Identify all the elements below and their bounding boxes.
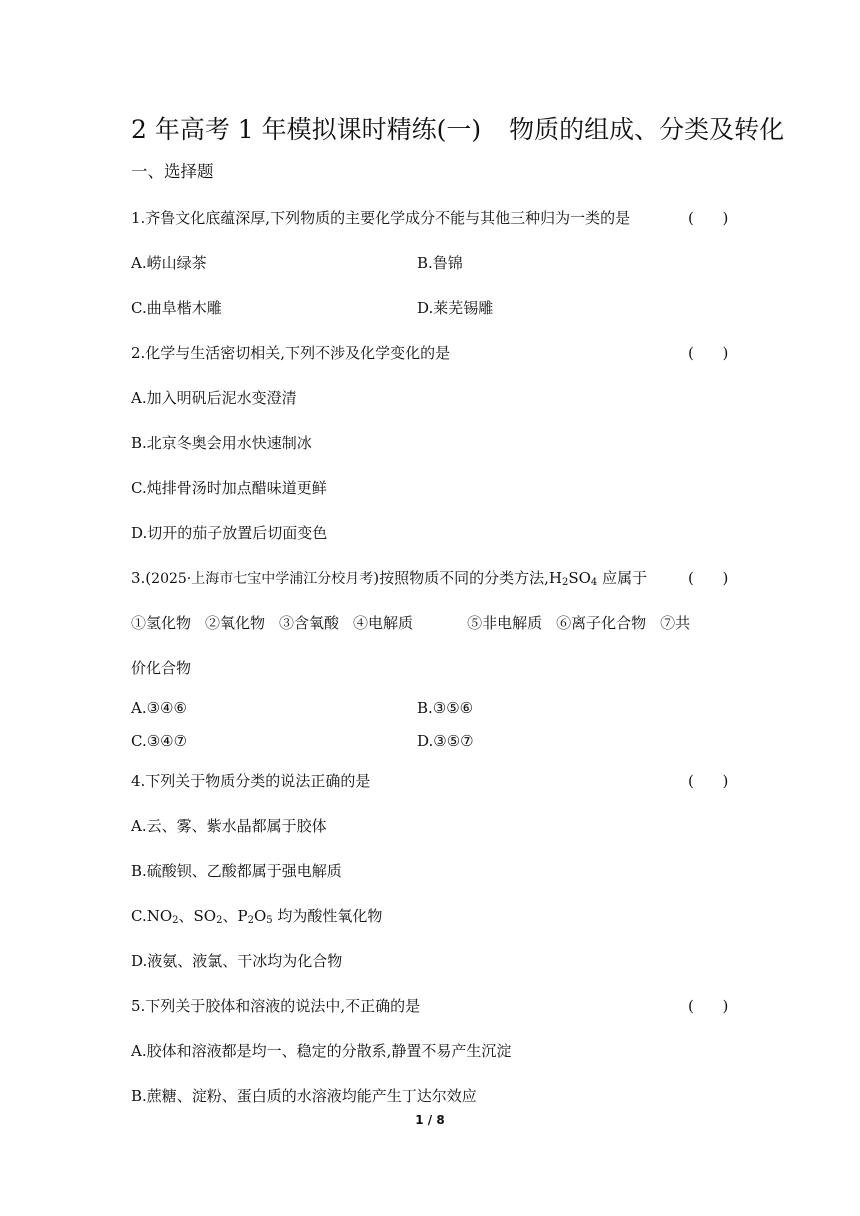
question-1-option-b: B.鲁锦 xyxy=(417,254,463,272)
question-3-source: 2025·上海市七宝中学浦江分校月考 xyxy=(151,571,374,587)
question-4-option-b: B.硫酸钡、乙酸都属于强电解质 xyxy=(131,862,342,880)
question-5-option-a: A.胶体和溶液都是均一、稳定的分散系,静置不易产生沉淀 xyxy=(131,1042,512,1060)
question-3-option-a: A.③④⑥ xyxy=(131,699,187,717)
question-3-item: ②氧化物 xyxy=(205,614,266,632)
question-2-option-d: D.切开的茄子放置后切面变色 xyxy=(131,524,328,542)
question-2-option-c: C.炖排骨汤时加点醋味道更鲜 xyxy=(131,479,327,497)
question-3-item: ⑥离子化合物 xyxy=(556,614,647,632)
question-4-option-a: A.云、雾、紫水晶都属于胶体 xyxy=(131,817,327,835)
answer-bracket: ( ) xyxy=(688,997,729,1015)
question-1-option-c: C.曲阜楷木雕 xyxy=(131,299,222,317)
title-topic: 物质的组成、分类及转化 xyxy=(509,115,785,144)
question-3-items-continued: 价化合物 xyxy=(131,659,192,677)
answer-bracket: ( ) xyxy=(688,344,729,362)
question-3-item: ⑤非电解质 xyxy=(467,614,543,632)
question-4-stem: 4.下列关于物质分类的说法正确的是 xyxy=(131,772,371,790)
question-3-items xyxy=(131,612,690,634)
question-3-option-d: D.③⑤⑦ xyxy=(417,732,474,750)
question-3-item: ①氢化物 xyxy=(131,614,192,632)
section-heading: 一、选择题 xyxy=(131,162,214,181)
question-3-item: ⑦共 xyxy=(660,614,691,632)
question-4-option-c: $C.NO_2$、$SO_2$、$P_2O_5$ 均为酸性氧化物 xyxy=(131,907,383,926)
page-number: 1 / 8 xyxy=(415,1113,445,1127)
question-2-option-b: B.北京冬奥会用水快速制冰 xyxy=(131,434,312,452)
question-3-item: ④电解质 xyxy=(353,614,414,632)
question-5-option-b: B.蔗糖、淀粉、蛋白质的水溶液均能产生丁达尔效应 xyxy=(131,1087,477,1105)
question-2-option-a: A.加入明矾后泥水变澄清 xyxy=(131,389,297,407)
title-series: 2 年高考 1 年模拟课时精练(一) xyxy=(131,115,482,144)
question-1-stem: 1.齐鲁文化底蕴深厚,下列物质的主要化学成分不能与其他三种归为一类的是 xyxy=(131,209,631,227)
question-3-option-b: B.③⑤⑥ xyxy=(417,699,474,717)
question-1-option-a: A.崂山绿茶 xyxy=(131,254,207,272)
question-5-stem: 5.下列关于胶体和溶液的说法中,不正确的是 xyxy=(131,997,421,1015)
question-1-option-d: D.莱芜锡雕 xyxy=(417,299,494,317)
page-title xyxy=(131,113,784,147)
answer-bracket: ( ) xyxy=(688,209,729,227)
question-3-item: ③含氧酸 xyxy=(279,614,340,632)
question-4-option-d: D.液氨、液氯、干冰均为化合物 xyxy=(131,952,343,970)
answer-bracket: ( ) xyxy=(688,569,729,587)
question-3-stem: 3.(2025·上海市七宝中学浦江分校月考)按照物质不同的分类方法$,H_2SO_4$ 应属于 xyxy=(131,569,648,588)
answer-bracket: ( ) xyxy=(688,772,729,790)
question-3-option-c: C.③④⑦ xyxy=(131,732,188,750)
question-2-stem: 2.化学与生活密切相关,下列不涉及化学变化的是 xyxy=(131,344,451,362)
